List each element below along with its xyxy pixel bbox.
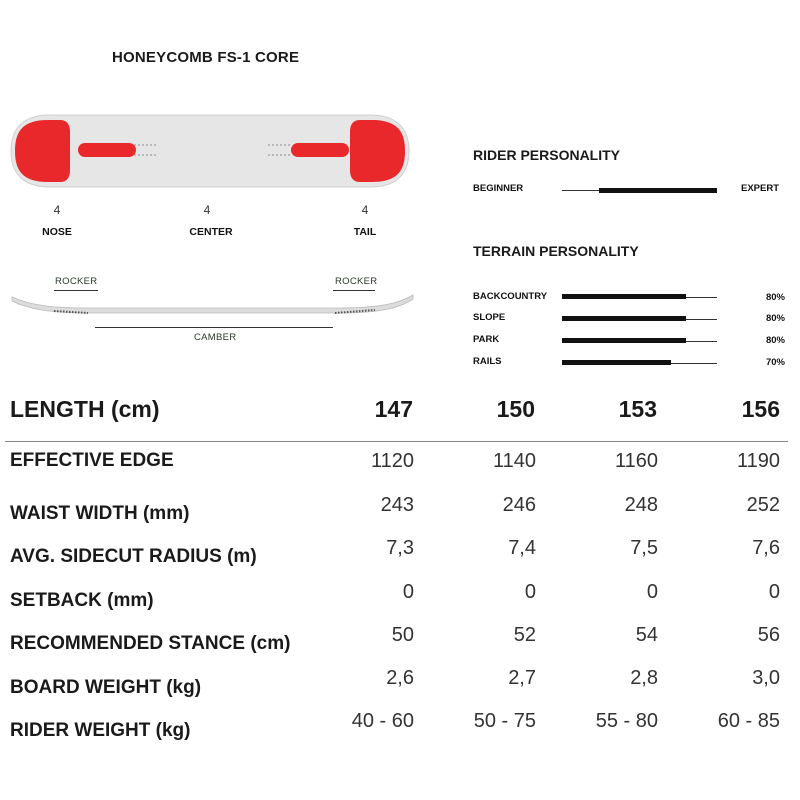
spec-value: 7,5 <box>630 537 658 559</box>
spec-value: 3,0 <box>752 667 780 689</box>
spec-label-setback: SETBACK (mm) <box>10 590 154 611</box>
board-top-view <box>10 112 410 190</box>
board-outline <box>11 115 409 187</box>
size-150-header: 150 <box>496 396 535 422</box>
flex-tail-value: 4 <box>361 203 369 217</box>
size-147-header: 147 <box>374 396 413 422</box>
spec-label-sidecut-radius: AVG. SIDECUT RADIUS (m) <box>10 546 257 567</box>
spec-label-recommended-stance: RECOMMENDED STANCE (cm) <box>10 633 291 654</box>
terrain-bar-park <box>562 338 686 343</box>
spec-value: 2,7 <box>508 667 536 689</box>
beginner-label: BEGINNER <box>473 183 524 194</box>
terrain-pct-rails: 70% <box>765 357 785 368</box>
spec-value: 2,6 <box>386 667 414 689</box>
rocker-left-label: ROCKER <box>55 276 98 287</box>
flex-center-value: 4 <box>203 203 211 217</box>
spec-value: 252 <box>746 494 780 516</box>
spec-value: 0 <box>524 581 536 603</box>
rider-level-bar <box>599 188 717 193</box>
board-profile <box>10 293 415 317</box>
spec-value: 1190 <box>736 450 780 472</box>
header-divider <box>5 441 788 442</box>
spec-value: 246 <box>502 494 536 516</box>
rider-personality-title: RIDER PERSONALITY <box>473 147 621 163</box>
spec-value: 243 <box>380 494 414 516</box>
tail-insert <box>350 120 405 182</box>
camber-line <box>95 327 333 328</box>
spec-label-board-weight: BOARD WEIGHT (kg) <box>10 677 202 698</box>
spec-value: 60 - 85 <box>717 710 780 732</box>
expert-label: EXPERT <box>741 183 780 194</box>
spec-value: 0 <box>646 581 658 603</box>
core-title: HONEYCOMB FS-1 CORE <box>112 49 300 66</box>
flex-tail-label: TAIL <box>353 226 377 238</box>
flex-center-label: CENTER <box>189 226 233 238</box>
spec-label-rider-weight: RIDER WEIGHT (kg) <box>10 720 191 741</box>
terrain-label-backcountry: BACKCOUNTRY <box>473 291 548 302</box>
rocker-right-line <box>333 290 375 291</box>
terrain-pct-slope: 80% <box>765 313 785 324</box>
spec-value: 1140 <box>492 450 536 472</box>
spec-value: 2,8 <box>630 667 658 689</box>
spec-value: 50 - 75 <box>473 710 536 732</box>
spec-value: 1160 <box>614 450 658 472</box>
rocker-right-label: ROCKER <box>335 276 378 287</box>
spec-label-waist-width: WAIST WIDTH (mm) <box>10 503 190 524</box>
spec-value: 7,6 <box>752 537 780 559</box>
binding-pad-right <box>291 143 349 157</box>
spec-value: 52 <box>513 624 536 646</box>
spec-value: 1120 <box>370 450 414 472</box>
size-153-header: 153 <box>618 396 657 422</box>
flex-nose-label: NOSE <box>42 226 72 238</box>
terrain-personality-title: TERRAIN PERSONALITY <box>473 243 639 259</box>
spec-value: 50 <box>391 624 414 646</box>
spec-label-effective-edge: EFFECTIVE EDGE <box>10 450 174 471</box>
terrain-bar-rails <box>562 360 671 365</box>
terrain-bar-backcountry <box>562 294 686 299</box>
terrain-bar-slope <box>562 316 686 321</box>
camber-label: CAMBER <box>194 332 237 343</box>
rocker-left-line <box>54 290 98 291</box>
terrain-pct-backcountry: 80% <box>765 292 785 303</box>
spec-value: 40 - 60 <box>351 710 414 732</box>
terrain-label-slope: SLOPE <box>473 312 506 323</box>
nose-insert <box>15 120 70 182</box>
spec-value: 54 <box>635 624 658 646</box>
size-156-header: 156 <box>741 396 780 422</box>
flex-nose-value: 4 <box>53 203 61 217</box>
binding-pad-left <box>78 143 136 157</box>
spec-value: 0 <box>768 581 780 603</box>
spec-value: 0 <box>402 581 414 603</box>
spec-value: 55 - 80 <box>595 710 658 732</box>
spec-value: 7,3 <box>386 537 414 559</box>
spec-value: 56 <box>757 624 780 646</box>
profile-shape <box>12 295 413 313</box>
terrain-pct-park: 80% <box>765 335 785 346</box>
length-header-label: LENGTH (cm) <box>10 396 160 422</box>
terrain-label-rails: RAILS <box>473 356 502 367</box>
terrain-label-park: PARK <box>473 334 500 345</box>
spec-value: 248 <box>624 494 658 516</box>
spec-value: 7,4 <box>508 537 536 559</box>
